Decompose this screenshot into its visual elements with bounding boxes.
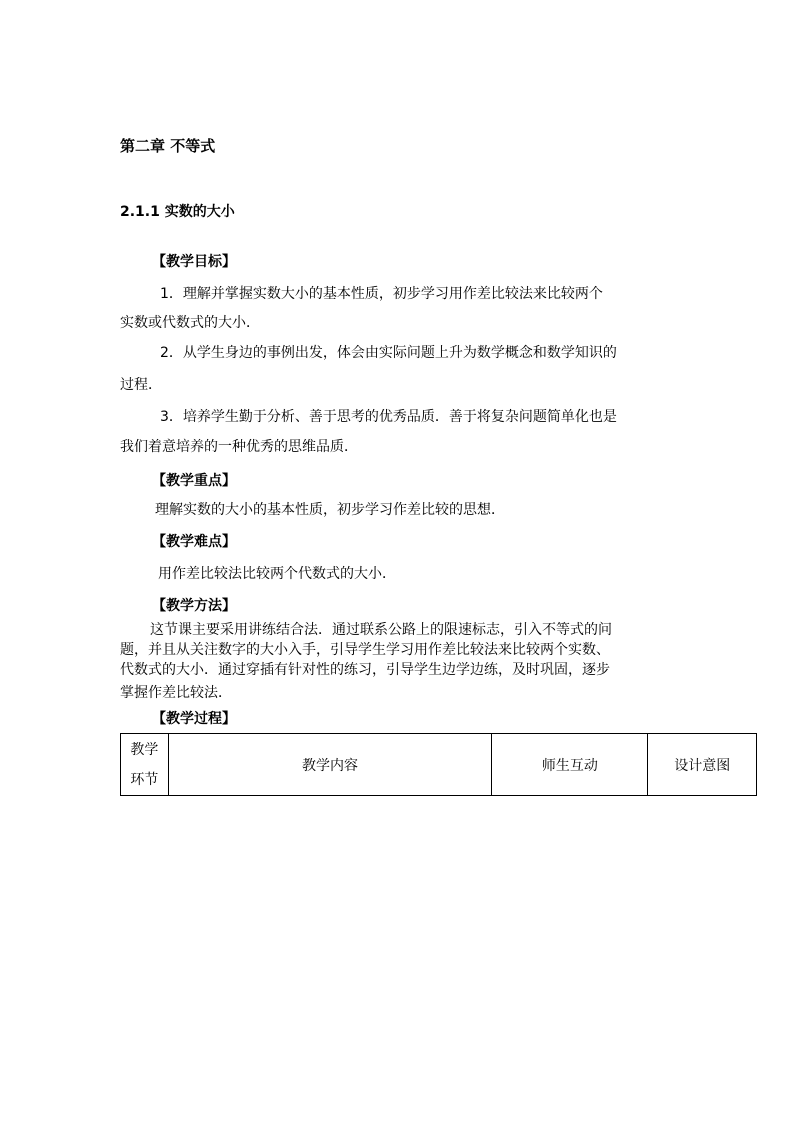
process-heading: 【教学过程】	[152, 711, 236, 727]
header-cell-interaction: 师生互动	[492, 734, 648, 796]
objective-2-line-1: 2．从学生身边的事例出发，体会由实际问题上升为数学概念和数学知识的	[160, 345, 617, 361]
header-stage-line-1: 教学	[130, 741, 159, 758]
objective-2-line-2: 过程．	[120, 377, 162, 393]
key-points-heading: 【教学重点】	[152, 473, 236, 489]
header-cell-stage	[121, 734, 169, 796]
key-points-text: 理解实数的大小的基本性质，初步学习作差比较的思想．	[155, 502, 505, 518]
objective-1-line-1: 1．理解并掌握实数大小的基本性质，初步学习用作差比较法来比较两个	[160, 286, 603, 302]
header-cell-intent: 设计意图	[648, 734, 757, 796]
objective-3-line-1: 3．培养学生勤于分析、善于思考的优秀品质．善于将复杂问题简单化也是	[160, 409, 617, 425]
objective-1-line-2: 实数或代数式的大小．	[120, 315, 260, 331]
methods-line-1: 这节课主要采用讲练结合法．通过联系公路上的限速标志，引入不等式的问	[150, 622, 612, 638]
objective-3-line-2: 我们着意培养的一种优秀的思维品质．	[120, 439, 358, 455]
chapter-title: 第二章 不等式	[120, 137, 216, 155]
methods-line-4: 掌握作差比较法．	[120, 685, 232, 701]
methods-heading: 【教学方法】	[152, 598, 236, 614]
methods-line-2: 题，并且从关注数字的大小入手，引导学生学习用作差比较法来比较两个实数、	[120, 642, 610, 658]
process-table	[120, 733, 757, 796]
difficulties-heading: 【教学难点】	[152, 534, 236, 550]
methods-line-3: 代数式的大小．通过穿插有针对性的练习，引导学生边学边练，及时巩固，逐步	[120, 662, 610, 678]
difficulties-text: 用作差比较法比较两个代数式的大小．	[158, 566, 396, 582]
objectives-heading: 【教学目标】	[152, 254, 236, 270]
header-cell-content: 教学内容	[168, 734, 491, 796]
table-header-row	[121, 734, 757, 796]
section-title: 2.1.1 实数的大小	[120, 204, 235, 220]
header-stage-line-2: 环节	[130, 771, 159, 788]
